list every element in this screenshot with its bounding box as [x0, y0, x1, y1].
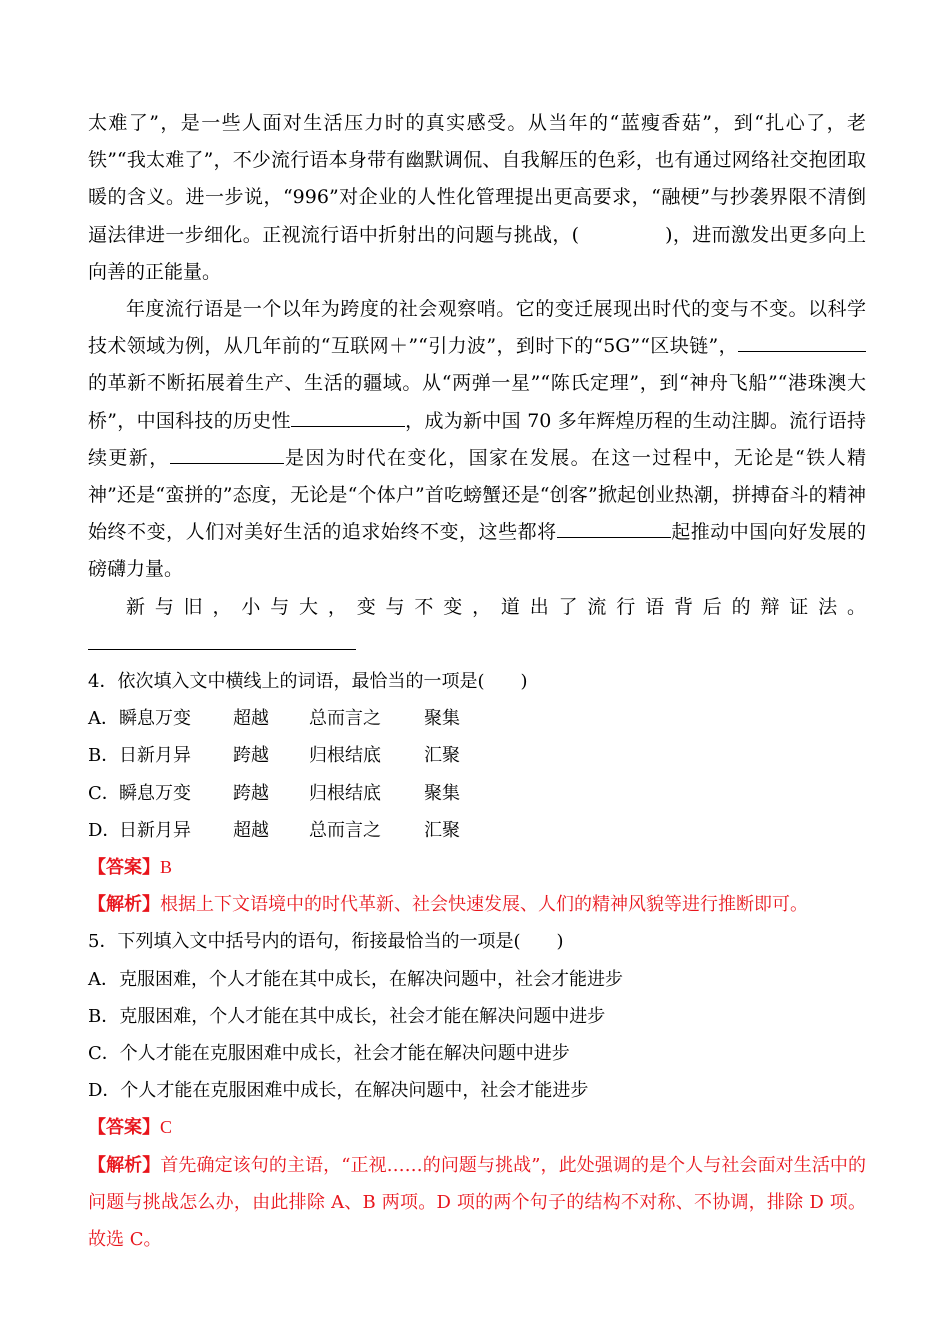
- fill-blank-4: [557, 515, 671, 538]
- option-word-1: 瞬息万变: [119, 708, 191, 730]
- option-word-3: 归根结底: [309, 745, 381, 767]
- option-word-4: 汇聚: [424, 745, 460, 767]
- passage-p2-text-c: ，成为新中国 70 多年辉煌历程的生动注脚。流行语持续更新，: [88, 409, 867, 469]
- explanation-tag: 【解析】: [88, 1154, 161, 1176]
- question-5-stem: 5．下列填入文中括号内的语句，衔接最恰当的一项是( ): [88, 931, 564, 953]
- option-word-1: 日新月异: [119, 819, 191, 841]
- option-word-2: 跨越: [233, 745, 269, 767]
- passage-paragraph-3: [88, 589, 866, 663]
- passage-p2-text-b: 的革新不断拓展着生产、生活的疆域。从“两弹一星”“陈氏定理”，到“神舟飞船”“港珠澳大桥”，中国科技的历史性: [88, 372, 866, 432]
- question-4-option-b: [88, 737, 866, 774]
- answer-value: C: [160, 1117, 173, 1138]
- explanation-text: 首先确定该句的主语，“正视……的问题与挑战”，此处强调的是个人与社会面对生活中的问题与挑战怎么办，由此排除 A、B 两项。D 项的两个句子的结构不对称、不协调，排除 D 项。故选 C。: [88, 1154, 866, 1251]
- question-4-explanation: [88, 886, 866, 923]
- document-page: [88, 105, 866, 1258]
- question-5-answer: [88, 1109, 866, 1146]
- option-letter: A．: [88, 708, 119, 730]
- passage-p2-text-e: 起推动中国向好发展的磅礴力量。: [88, 521, 866, 581]
- question-4-option-c: [88, 775, 866, 812]
- option-letter: D．: [88, 819, 121, 841]
- answer-value: B: [160, 857, 173, 878]
- question-5-option-a: A．克服困难，个人才能在其中成长，在解决问题中，社会才能进步: [88, 968, 623, 990]
- option-word-3: 总而言之: [309, 819, 381, 841]
- question-5-option-d: D．个人才能在克服困难中成长，在解决问题中，社会才能进步: [88, 1080, 589, 1102]
- option-word-4: 聚集: [424, 782, 460, 804]
- passage-paragraph-2: [88, 291, 866, 589]
- option-word-2: 超越: [233, 708, 269, 730]
- passage-p2-text-a: 年度流行语是一个以年为跨度的社会观察哨。它的变迁展现出时代的变与不变。以科学技术领域为例，从几年前的“互联网＋”“引力波”，到时下的“5G”“区块链”，: [88, 298, 866, 358]
- option-letter: B．: [88, 745, 120, 767]
- question-5-option-c: C．个人才能在克服困难中成长，社会才能在解决问题中进步: [88, 1043, 570, 1065]
- option-word-2: 超越: [233, 819, 269, 841]
- question-4-stem: 4．依次填入文中横线上的词语，最恰当的一项是( ): [88, 671, 528, 693]
- passage-p2-text-d: 是因为时代在变化，国家在发展。在这一过程中，无论是“铁人精神”还是“蛮拼的”态度，无论是“个体户”首吃螃蟹还是“创客”掀起创业热潮，拼搏奋斗的精神始终不变，人们对美好生活的追求始终不变，这些都将: [88, 446, 866, 544]
- option-word-4: 汇聚: [424, 819, 460, 841]
- passage-p1-text-b: )，进而激发出更多向上向善的正能量。: [88, 223, 866, 283]
- question-4-option-a: [88, 700, 866, 737]
- answer-tag: 【答案】: [88, 1117, 160, 1139]
- option-word-1: 瞬息万变: [119, 782, 191, 804]
- passage-p1-text-a: 太难了”，是一些人面对生活压力时的真实感受。从当年的“蓝瘦香菇”，到“扎心了，老铁”“我太难了”，不少流行语本身带有幽默调侃、自我解压的色彩，也有通过网络社交抱团取暖的含义。进一步说，“996”对企业的人性化管理提出更高要求，“融梗”与抄袭界限不清倒逼法律进一步细化。正视流行语中折射出的问题与挑战，(: [88, 112, 866, 246]
- option-word-3: 归根结底: [309, 782, 381, 804]
- question-5-option-b: B．克服困难，个人才能在其中成长，社会才能在解决问题中进步: [88, 1005, 606, 1027]
- option-word-2: 跨越: [233, 782, 269, 804]
- question-5-explanation: [88, 1147, 866, 1259]
- explanation-text: 根据上下文语境中的时代革新、社会快速发展、人们的精神风貌等进行推断即可。: [160, 894, 808, 916]
- answer-tag: 【答案】: [88, 857, 160, 879]
- option-word-1: 日新月异: [119, 745, 191, 767]
- option-letter: C．: [88, 782, 120, 804]
- fill-blank-2: [291, 404, 405, 427]
- question-4-answer: [88, 849, 866, 886]
- passage-p3-text: 新与旧，小与大，变与不变，道出了流行语背后的辩证法。: [126, 595, 866, 618]
- explanation-tag: 【解析】: [88, 894, 160, 916]
- option-word-3: 总而言之: [309, 708, 381, 730]
- fill-blank-1: [738, 329, 866, 352]
- passage-paragraph-1: [88, 105, 866, 291]
- option-word-4: 聚集: [424, 708, 460, 730]
- fill-blank-3: [170, 441, 284, 464]
- fill-blank-5: [88, 627, 356, 650]
- question-4-option-d: [88, 812, 866, 849]
